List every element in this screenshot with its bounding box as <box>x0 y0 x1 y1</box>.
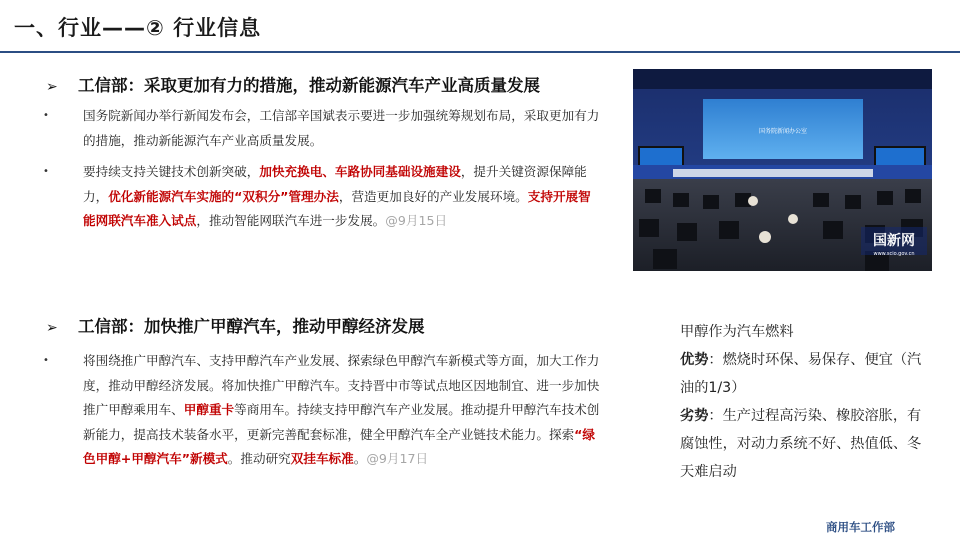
section2-bullet1 <box>83 349 605 472</box>
photo-watermark: 国新网 <box>873 233 915 249</box>
text-run: 要持续支持关键技术创新突破， <box>83 164 260 179</box>
highlight-text: 甲醇重卡 <box>183 402 235 417</box>
press-conference-illustration <box>633 69 932 271</box>
disadvantages-label: 劣势 <box>680 408 709 424</box>
title-divider <box>0 51 960 53</box>
date-stamp: @9月15日 <box>385 213 448 228</box>
methanol-side-note <box>680 318 930 486</box>
disadvantages-detail: ：生产过程高污染、橡胶溶胀，有腐蚀性，对动力系统不好、热值低、冬天难启动 <box>680 408 922 480</box>
arrow-bullet-icon: ➢ <box>46 320 58 336</box>
photo-backdrop-text: 国务院新闻办公室 <box>758 128 808 135</box>
section2-heading-text: 工信部：加快推广甲醇汽车，推动甲醇经济发展 <box>78 317 425 336</box>
text-run: 。推动研究 <box>227 451 291 466</box>
date-stamp: @9月17日 <box>366 451 429 466</box>
advantages-text <box>680 346 930 402</box>
section1-bullet2 <box>83 160 603 234</box>
text-run: ，推动智能网联汽车进一步发展。 <box>196 213 386 228</box>
highlight-text: 双挂车标准 <box>290 451 354 466</box>
section1-bullet1: 国务院新闻办举行新闻发布会，工信部辛国斌表示要进一步加强统筹规划布局，采取更加有力的措施，推动新能源汽车产业高质量发展。 <box>83 108 600 148</box>
highlight-text: 加快充换电、车路协同基础设施建设 <box>259 164 461 179</box>
highlight-text: 优化新能源汽车实施的“双积分”管理办法 <box>108 188 339 204</box>
photo-watermark-url: www.scio.gov.cn <box>873 251 915 257</box>
advantages-detail: ：燃烧时环保、易保存、便宜（汽油的1/3） <box>680 352 922 396</box>
press-conference-photo <box>633 69 932 271</box>
section1-heading <box>46 72 540 96</box>
disadvantages-text <box>680 402 930 486</box>
page-title: 一、行业——② 行业信息 <box>14 16 262 40</box>
bullet-dot-icon: • <box>43 110 49 121</box>
advantages-label: 优势 <box>680 352 709 368</box>
section1-heading-text: 工信部：采取更加有力的措施，推动新能源汽车产业高质量发展 <box>78 76 540 95</box>
bullet-dot-icon: • <box>43 166 49 177</box>
footer-department: 商用车工作部 <box>826 520 895 534</box>
text-run: ，营造更加良好的产业发展环境。 <box>338 188 528 204</box>
text-run: ，提升关键资源保障能力， <box>83 164 587 204</box>
highlight-text: “绿色甲醇+甲醇汽车”新模式 <box>83 426 596 466</box>
side-note-title: 甲醇作为汽车燃料 <box>680 324 794 340</box>
highlight-text: 支持开展智能网联汽车准入试点 <box>83 188 591 228</box>
text-run: 等商用车。持续支持甲醇汽车产业发展。推动提升甲醇汽车技术创新能力，提高技术装备水平，更新完善配套标准，健全甲醇汽车全产业链技术能力。探索 <box>83 402 600 442</box>
text-run: 。 <box>353 451 367 466</box>
bullet-dot-icon: • <box>43 355 49 366</box>
text-run: 将围绕推广甲醇汽车、支持甲醇汽车产业发展、探索绿色甲醇汽车新模式等方面，加大工作力度，推动甲醇经济发展。将加快推广甲醇汽车。支持晋中市等试点地区因地制宜、进一步加快推广甲醇乘用车、 <box>83 353 600 417</box>
arrow-bullet-icon: ➢ <box>46 79 58 95</box>
section2-heading <box>46 313 425 337</box>
